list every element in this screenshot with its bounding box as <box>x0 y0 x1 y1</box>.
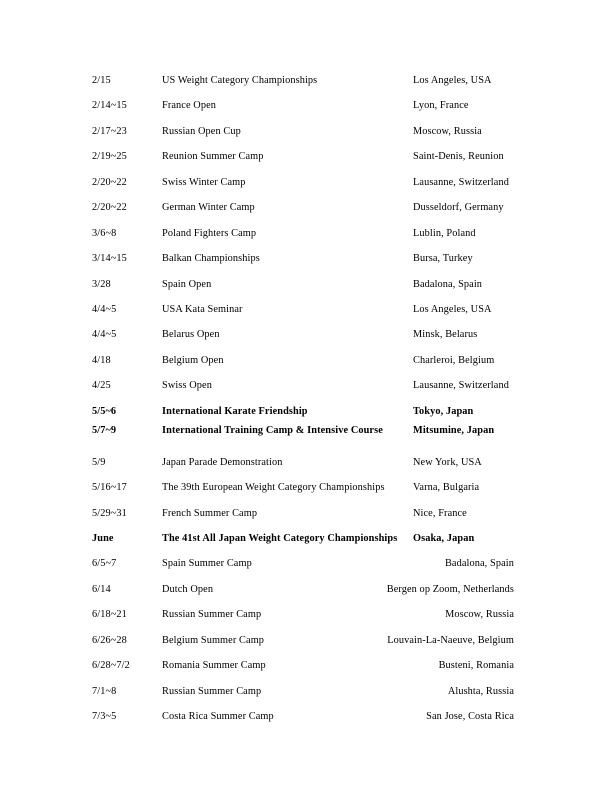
row-event-name: Romania Summer Camp <box>162 660 266 672</box>
row-location: Lausanne, Switzerland <box>413 380 509 392</box>
row-location: Los Angeles, USA <box>413 75 492 86</box>
row-event-name: Belarus Open <box>162 329 220 341</box>
row-event-name: Dutch Open <box>162 583 214 595</box>
row-event-name: US Weight Category Championships <box>162 75 318 86</box>
row-location: Nice, France <box>413 507 467 519</box>
table-row <box>92 68 516 93</box>
row-event-name: Russian Summer Camp <box>162 685 262 697</box>
row-date: 4/18 <box>92 354 111 366</box>
row-location: Badalona, Spain <box>413 278 483 290</box>
table-row <box>92 450 516 475</box>
row-date: 5/16~17 <box>92 482 127 494</box>
row-event-name: Reunion Summer Camp <box>162 151 264 163</box>
row-location: Busteni, Romania <box>438 660 514 672</box>
row-date: 2/19~25 <box>92 151 127 163</box>
row-date: 5/7~9 <box>92 425 117 437</box>
row-date: 2/20~22 <box>92 202 127 214</box>
row-date: 6/5~7 <box>92 558 117 570</box>
row-date: 6/14 <box>92 583 111 595</box>
row-location: Lyon, France <box>413 100 469 112</box>
table-row <box>92 93 516 118</box>
row-event-name: Russian Summer Camp <box>162 609 262 621</box>
table-row <box>92 704 516 729</box>
row-date: 2/20~22 <box>92 176 127 188</box>
row-date: 2/14~15 <box>92 100 127 112</box>
row-event-name: Swiss Winter Camp <box>162 176 246 188</box>
row-event-name: USA Kata Seminar <box>162 303 243 315</box>
table-row <box>92 577 516 602</box>
table-row <box>92 272 516 297</box>
table-row <box>92 221 516 246</box>
table-row <box>92 551 516 576</box>
row-event-name: German Winter Camp <box>162 202 255 214</box>
table-row <box>92 119 516 144</box>
row-date: 3/28 <box>92 278 111 290</box>
row-date: 3/14~15 <box>92 253 127 265</box>
table-row <box>92 297 516 322</box>
table-row <box>92 322 516 347</box>
row-event-name: Spain Open <box>162 278 212 290</box>
row-event-name: Swiss Open <box>162 380 212 392</box>
row-event-name: Belgium Open <box>162 354 224 366</box>
row-event-name: The 39th European Weight Category Championships <box>162 482 385 494</box>
row-event-name: International Training Camp & Intensive Course <box>162 425 383 437</box>
row-date: 5/5~6 <box>92 405 117 417</box>
row-location: San Jose, Costa Rica <box>426 711 514 722</box>
row-event-name: Poland Fighters Camp <box>162 227 257 239</box>
row-date: 6/26~28 <box>92 634 127 646</box>
table-row <box>92 144 516 169</box>
row-date: 4/4~5 <box>92 329 117 341</box>
row-location: Varna, Bulgaria <box>413 482 480 494</box>
row-location: Dusseldorf, Germany <box>413 202 504 214</box>
row-date: 6/18~21 <box>92 609 127 621</box>
row-event-name: Spain Summer Camp <box>162 558 252 570</box>
table-row <box>92 195 516 220</box>
table-row <box>92 628 516 653</box>
row-event-name: Balkan Championships <box>162 253 260 265</box>
row-date: June <box>92 532 114 544</box>
row-date: 2/15 <box>92 75 111 86</box>
row-event-name: International Karate Friendship <box>162 405 308 417</box>
row-date: 7/1~8 <box>92 685 117 697</box>
row-location: Mitsumine, Japan <box>413 425 495 437</box>
row-location: Lausanne, Switzerland <box>413 176 509 188</box>
table-row <box>92 246 516 271</box>
table-row <box>92 526 516 551</box>
table-row <box>92 475 516 500</box>
row-event-name: Russian Open Cup <box>162 125 241 137</box>
row-date: 7/3~5 <box>92 711 117 722</box>
row-location: Moscow, Russia <box>413 125 482 137</box>
row-date: 5/29~31 <box>92 507 127 519</box>
event-schedule-table <box>92 68 516 729</box>
row-location: Badalona, Spain <box>444 558 514 570</box>
table-row <box>92 501 516 526</box>
row-location: Bergen op Zoom, Netherlands <box>386 583 514 595</box>
table-row <box>92 170 516 195</box>
row-location: New York, USA <box>413 456 482 468</box>
table-row <box>92 653 516 678</box>
table-row <box>92 348 516 373</box>
row-date: 5/9 <box>92 456 106 468</box>
row-date: 4/25 <box>92 380 111 392</box>
row-location: Lublin, Poland <box>413 227 476 239</box>
row-location: Charleroi, Belgium <box>413 354 495 366</box>
row-location: Bursa, Turkey <box>413 253 473 265</box>
row-event-name: Belgium Summer Camp <box>162 634 265 646</box>
row-location: Osaka, Japan <box>413 532 475 544</box>
row-date: 6/28~7/2 <box>92 660 130 672</box>
row-event-name: Costa Rica Summer Camp <box>162 711 274 722</box>
row-event-name: The 41st All Japan Weight Category Championships <box>162 532 398 544</box>
row-event-name: France Open <box>162 100 217 112</box>
row-location: Moscow, Russia <box>445 609 514 621</box>
row-location: Alushta, Russia <box>447 685 514 697</box>
row-location: Louvain-La-Naeuve, Belgium <box>387 634 514 646</box>
row-date: 4/4~5 <box>92 303 117 315</box>
row-spacer <box>92 438 516 450</box>
row-location: Minsk, Belarus <box>413 329 478 341</box>
row-date: 3/6~8 <box>92 227 117 239</box>
row-location: Saint-Denis, Reunion <box>413 151 504 163</box>
row-location: Tokyo, Japan <box>413 405 474 417</box>
row-event-name: French Summer Camp <box>162 507 258 519</box>
table-row <box>92 399 516 424</box>
table-row <box>92 679 516 704</box>
table-row <box>92 373 516 398</box>
row-location: Los Angeles, USA <box>413 303 492 315</box>
table-row <box>92 602 516 627</box>
row-date: 2/17~23 <box>92 125 127 137</box>
row-event-name: Japan Parade Demonstration <box>162 456 283 468</box>
table-row <box>92 424 516 438</box>
